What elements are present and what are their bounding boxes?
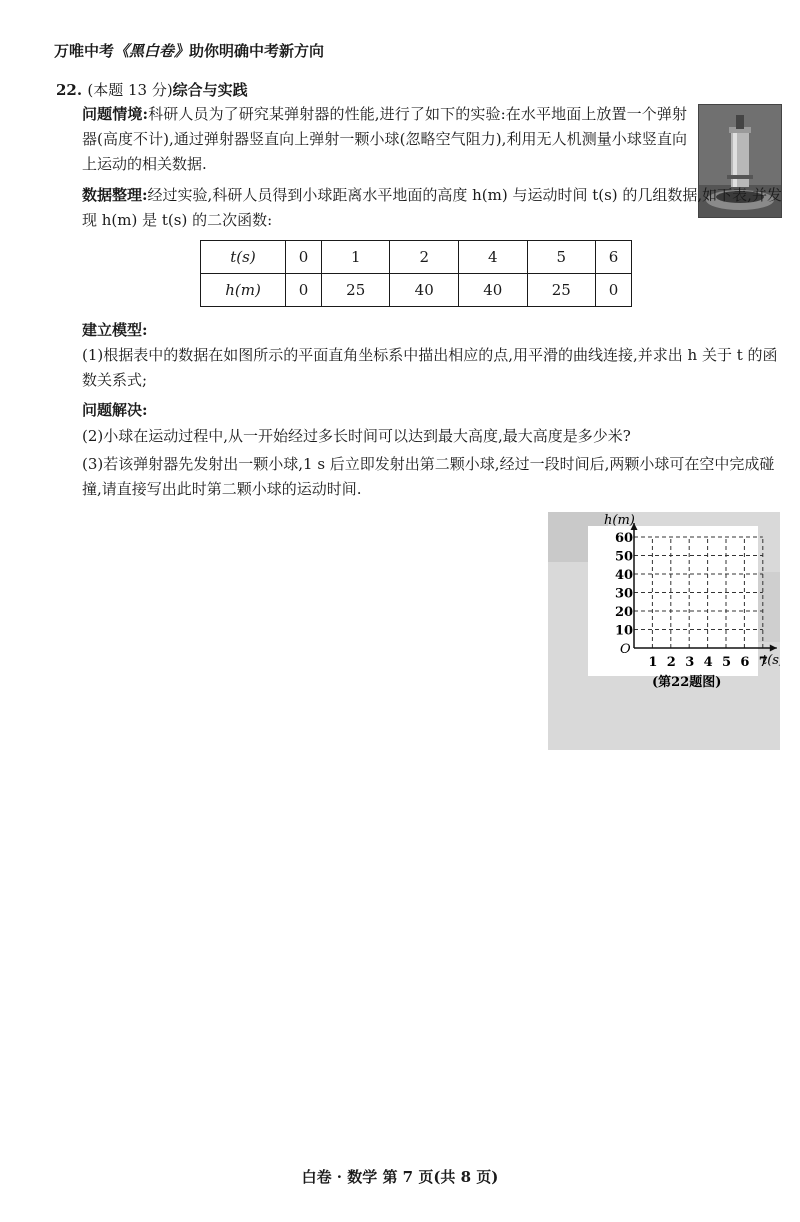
coordinate-figure <box>548 512 780 750</box>
situation-paragraph <box>82 102 687 177</box>
data-table <box>200 240 632 307</box>
y-tick-label: 40 <box>615 568 634 583</box>
y-axis-label: h(m) <box>604 513 635 528</box>
table-head-h: h(m) <box>201 274 286 307</box>
solve-label: 问题解决: <box>82 401 148 419</box>
y-tick-label: 20 <box>615 605 634 620</box>
header-book-title: 《黑白卷》 <box>114 42 190 60</box>
x-tick-label: 5 <box>722 655 732 670</box>
table-head-t: t(s) <box>201 241 286 274</box>
table-cell: 0 <box>286 241 322 274</box>
data-paragraph <box>82 183 782 233</box>
question-2: (2)小球在运动过程中,从一开始经过多长时间可以达到最大高度,最大高度是多少米? <box>82 427 631 445</box>
model-label: 建立模型: <box>82 321 148 339</box>
page-footer: 白卷 · 数学 第 7 页(共 8 页) <box>301 1168 499 1186</box>
figure-caption: (第22题图) <box>652 675 722 690</box>
y-tick-label: 60 <box>615 531 634 546</box>
table-cell: 25 <box>321 274 390 307</box>
table-cell: 40 <box>458 274 527 307</box>
data-label: 数据整理: <box>82 186 148 204</box>
x-tick-label: 1 <box>648 655 658 670</box>
y-tick-label: 30 <box>615 586 634 602</box>
table-row-h <box>201 274 632 307</box>
question-heading <box>56 79 248 100</box>
y-tick-label: 50 <box>615 549 634 565</box>
table-cell: 0 <box>596 274 632 307</box>
question-title: 综合与实践 <box>172 81 248 99</box>
situation-label: 问题情境: <box>82 105 148 123</box>
origin-label: O <box>620 642 631 657</box>
header-prefix: 万唯中考 <box>54 42 115 60</box>
table-cell: 0 <box>286 274 322 307</box>
table-cell: 2 <box>390 241 459 274</box>
page-header <box>54 40 324 61</box>
question-meta: (本题 13 分) <box>87 81 173 99</box>
question-3: (3)若该弹射器先发射出一颗小球,1 s 后立即发射出第二颗小球,经过一段时间后,两颗小球可在空中完成碰撞,请直接写出此时第二颗小球的运动时间. <box>82 455 775 498</box>
table-cell: 5 <box>527 241 596 274</box>
header-suffix: 助你明确中考新方向 <box>189 42 325 60</box>
x-tick-label: 4 <box>703 655 713 670</box>
y-tick-label: 10 <box>615 623 634 639</box>
situation-text: 科研人员为了研究某弹射器的性能,进行了如下的实验:在水平地面上放置一个弹射器(高度不计),通过弹射器竖直向上弹射一颗小球(忽略空气阻力),利用无人机测量小球竖直向上运动的相关数据. <box>82 105 687 173</box>
table-cell: 6 <box>596 241 632 274</box>
x-axis-label: t(s <box>762 653 779 668</box>
table-cell: 4 <box>458 241 527 274</box>
x-tick-label: 7 <box>758 655 768 670</box>
table-cell: 40 <box>390 274 459 307</box>
question-number: 22. <box>56 81 83 99</box>
coordinate-plane <box>548 512 780 750</box>
x-tick-label: 3 <box>685 655 695 670</box>
data-text: 经过实验,科研人员得到小球距离水平地面的高度 h(m) 与运动时间 t(s) 的几组数据,如下表,并发现 h(m) 是 t(s) 的二次函数: <box>82 186 782 229</box>
x-tick-label: 2 <box>666 655 676 670</box>
table-cell: 1 <box>321 241 390 274</box>
x-tick-label: 6 <box>740 655 750 670</box>
question-1: (1)根据表中的数据在如图所示的平面直角坐标系中描出相应的点,用平滑的曲线连接,并求出 h 关于 t 的函数关系式; <box>82 346 778 389</box>
table-cell: 25 <box>527 274 596 307</box>
table-row-t <box>201 241 632 274</box>
